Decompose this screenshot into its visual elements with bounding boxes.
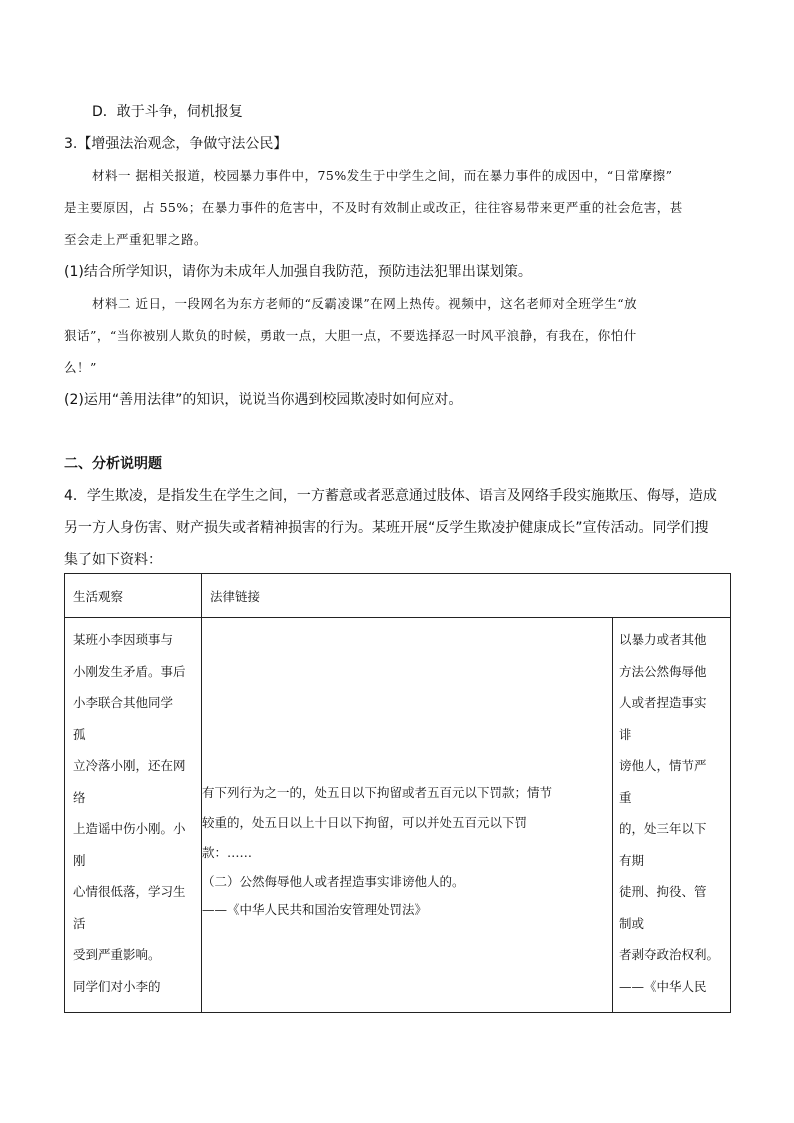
q3-material2-line3: 么！”	[64, 360, 97, 375]
observation-line: 上造谣中伤小刚。小	[73, 821, 186, 836]
law-source: ——《中华人民共和国治安管理处罚法》	[202, 902, 428, 917]
observation-line: 孤	[73, 726, 86, 742]
section2-heading: 二、分析说明题	[64, 456, 162, 472]
law-line: （二）公然侮辱他人或者捏造事实诽谤他人的。	[202, 874, 465, 889]
header-life-observation: 生活观察	[65, 574, 202, 618]
observation-line: 心情很低落，学习生	[73, 884, 186, 899]
criminal-law-line: 徒刑、拘役、管	[619, 884, 707, 899]
q4-intro-line2: 另一方人身伤害、财产损失或者精神损害的行为。某班开展“反学生欺凌护健康成长”宣传活动。同学们搜	[64, 520, 709, 536]
criminal-law-line: 诽	[619, 726, 632, 742]
criminal-law-cell	[613, 618, 731, 1013]
q2-option-d: D．敢于斗争，伺机报复	[92, 104, 243, 120]
criminal-law-line: 的，处三年以下	[619, 821, 707, 836]
q4-intro-line1: 4．学生欺凌，是指发生在学生之间，一方蓄意或者恶意通过肢体、语言及网络手段实施欺压、侮辱，造成	[64, 488, 717, 504]
observation-line: 活	[73, 915, 86, 931]
q3-question1: (1)结合所学知识，请你为未成年人加强自我防范，预防违法犯罪出谋划策。	[64, 264, 532, 280]
observation-line: 络	[73, 789, 86, 805]
observation-line: 小李联合其他同学	[73, 695, 174, 710]
q3-title: 3.【增强法治观念，争做守法公民】	[64, 136, 288, 152]
criminal-law-line: ——《中华人民	[619, 978, 707, 994]
criminal-law-line: 者剥夺政治权利。	[619, 947, 720, 962]
q3-question2: (2)运用“善用法律”的知识，说说当你遇到校园欺凌时如何应对。	[64, 392, 463, 408]
observation-line: 受到严重影响。	[73, 947, 161, 962]
header-legal-link: 法律链接	[202, 574, 731, 618]
q3-material2-line2: 狠话”，“当你被别人欺负的时候，勇敢一点，大胆一点，不要选择忍一时风平浪静，有我在，你怕什	[64, 328, 637, 343]
observation-line: 刚	[73, 852, 86, 868]
law-line: 较重的，处五日以上十日以下拘留，可以并处五百元以下罚	[202, 815, 528, 830]
observation-line: 某班小李因琐事与	[73, 632, 174, 647]
public-security-law-cell	[202, 618, 613, 1013]
criminal-law-line: 制或	[619, 915, 645, 931]
q4-intro-line3: 集了如下资料：	[64, 552, 162, 568]
law-line: 有下列行为之一的，处五日以下拘留或者五百元以下罚款；情节	[202, 785, 553, 800]
materials-table	[64, 573, 731, 1013]
q3-material1-line3: 至会走上严重犯罪之路。	[64, 232, 208, 247]
observation-line: 同学们对小李的	[73, 978, 161, 994]
observation-cell	[65, 618, 202, 1013]
criminal-law-line: 重	[619, 789, 632, 805]
q3-material1-line1: 材料一 据相关报道，校园暴力事件中，75%发生于中学生之间，而在暴力事件的成因中，“日常摩擦”	[92, 168, 673, 183]
q3-material2-line1: 材料二 近日，一段网名为东方老师的“反霸凌课”在网上热传。视频中，这名老师对全班学生“放	[92, 296, 638, 311]
criminal-law-line: 谤他人，情节严	[619, 758, 707, 773]
criminal-law-line: 以暴力或者其他	[619, 632, 707, 647]
criminal-law-line: 人或者捏造事实	[619, 695, 707, 710]
observation-line: 立冷落小刚，还在网	[73, 758, 186, 773]
criminal-law-line: 方法公然侮辱他	[619, 663, 707, 679]
criminal-law-line: 有期	[619, 852, 645, 868]
q3-material1-line2: 是主要原因，占 55%；在暴力事件的危害中，不及时有效制止或改正，往往容易带来更严重的社会危害，甚	[64, 200, 683, 215]
observation-line: 小刚发生矛盾。事后	[73, 663, 186, 679]
law-line: 款：……	[202, 845, 253, 860]
